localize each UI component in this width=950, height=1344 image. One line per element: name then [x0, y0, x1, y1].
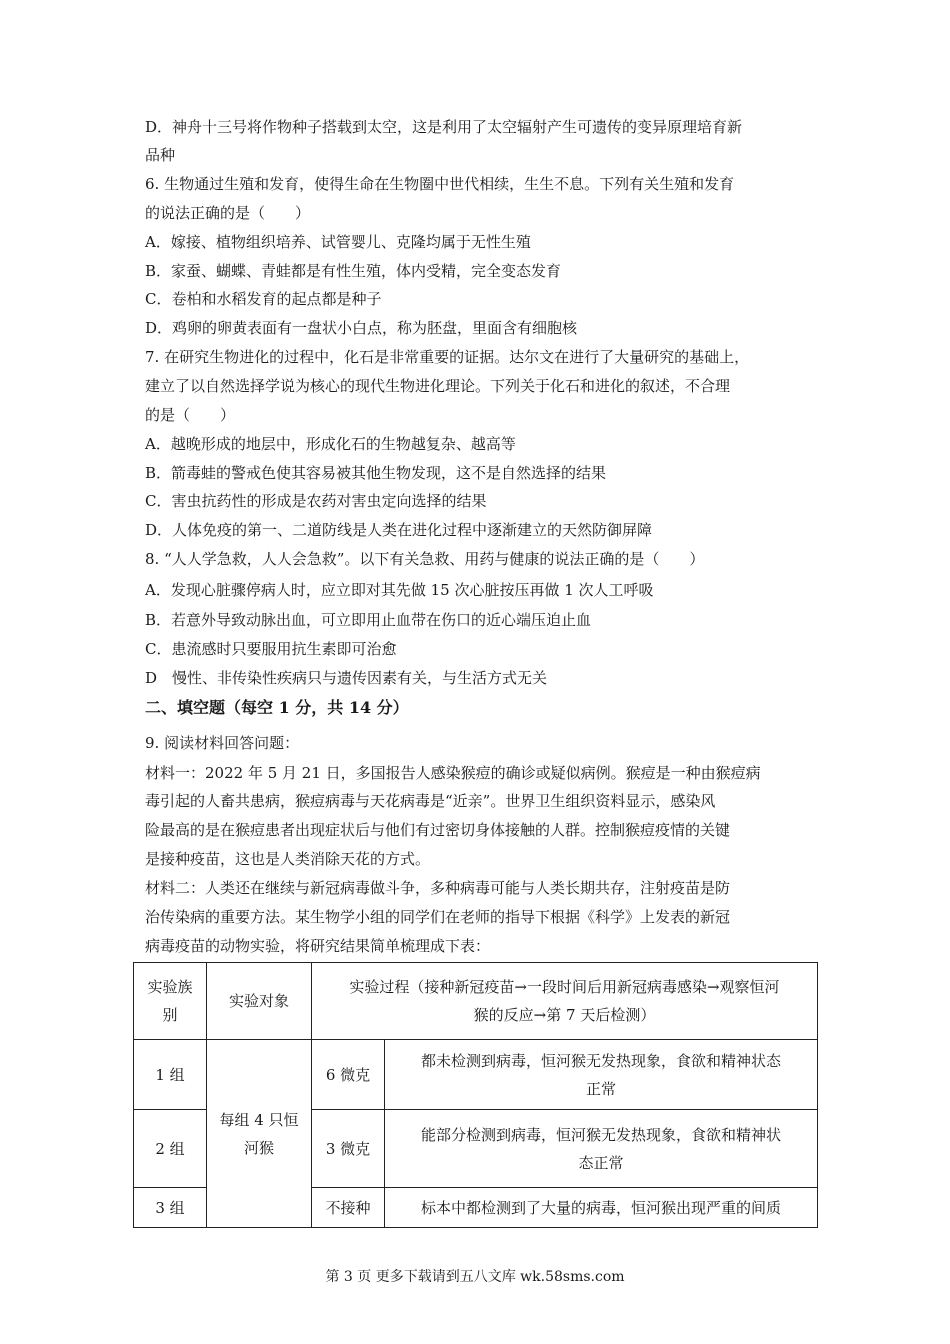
row2-dose: 3 微克 [312, 1110, 385, 1188]
q8-option-b: B．若意外导致动脉出血，可立即用止血带在伤口的近心端压迫止血 [145, 611, 592, 629]
material1-line3: 险最高的是在猴痘患者出现症状后与他们有过密切身体接触的人群。控制猴痘疫情的关键 [145, 821, 731, 839]
q7-option-a: A．越晚形成的地层中，形成化石的生物越复杂、越高等 [145, 435, 516, 453]
material2-line3: 病毒疫苗的动物实验，将研究结果简单梳理成下表： [145, 937, 491, 955]
material1-line4: 是接种疫苗，这也是人类消除天花的方式。 [145, 850, 431, 868]
q9-stem: 9. 阅读材料回答问题： [145, 734, 300, 752]
q6-option-a: A．嫁接、植物组织培养、试管婴儿、克隆均属于无性生殖 [145, 233, 531, 251]
q6-option-b: B．家蚕、蝴蝶、青蛙都是有性生殖，体内受精，完全变态发育 [145, 262, 562, 280]
row2-result-line1: 能部分检测到病毒，恒河猴无发热现象，食欲和精神状 [420, 1125, 781, 1144]
row3-result [385, 1188, 818, 1228]
header-group [134, 963, 207, 1040]
row1-group: 1 组 [134, 1040, 207, 1110]
q6-stem-line2: 的说法正确的是（ ） [145, 204, 311, 222]
q7-option-b: B．箭毒蛙的警戒色使其容易被其他生物发现，这不是自然选择的结果 [145, 464, 607, 482]
row2-group: 2 组 [134, 1110, 207, 1188]
header-subject-text: 实验对象 [228, 992, 289, 1010]
table-header-row [134, 963, 818, 1040]
row3-dose: 不接种 [312, 1188, 385, 1228]
q6-option-d: D．鸡卵的卵黄表面有一盘状小白点，称为胚盘，里面含有细胞核 [145, 319, 578, 337]
header-process [312, 963, 818, 1040]
q5-option-d-line1: D．神舟十三号将作物种子搭载到太空，这是利用了太空辐射产生可遗传的变异原理培育新 [145, 118, 743, 136]
experiment-table [133, 962, 818, 1228]
row3-group: 3 组 [134, 1188, 207, 1228]
q6-option-c: C．卷柏和水稻发育的起点都是种子 [145, 290, 382, 308]
page-footer: 第 3 页 更多下载请到五八文库 wk.58sms.com [325, 1269, 625, 1285]
q6-stem-line1: 6. 生物通过生殖和发育，使得生命在生物圈中世代相续，生生不息。下列有关生殖和发育 [145, 175, 735, 193]
header-process-line1: 实验过程（接种新冠疫苗→一段时间后用新冠病毒感染→观察恒河 [349, 978, 780, 996]
row1-result [385, 1040, 818, 1110]
q8-option-c: C．患流感时只要服用抗生素即可治愈 [145, 640, 397, 658]
q8-option-a: A．发现心脏骤停病人时，应立即对其先做 15 次心脏按压再做 1 次人工呼吸 [145, 581, 654, 599]
q5-option-d-line2: 品种 [145, 146, 176, 164]
q8-option-d: D 慢性、非传染性疾病只与遗传因素有关，与生活方式无关 [145, 669, 548, 687]
q7-stem-line3: 的是（ ） [145, 406, 236, 424]
q7-stem-line1: 7. 在研究生物进化的过程中，化石是非常重要的证据。达尔文在进行了大量研究的基础上， [145, 348, 750, 366]
row1-result-line1: 都未检测到病毒，恒河猴无发热现象，食欲和精神状态 [420, 1051, 781, 1070]
material1-line1: 材料一：2022 年 5 月 21 日，多国报告人感染猴痘的确诊或疑似病例。猴痘是一种由猴痘病 [145, 764, 761, 782]
row3-result-line1: 标本中都检测到了大量的病毒，恒河猴出现严重的间质 [420, 1198, 781, 1217]
header-process-line2: 猴的反应→第 7 天后检测） [473, 1006, 656, 1024]
table-row [134, 1040, 818, 1110]
row1-result-line2: 正常 [585, 1079, 616, 1098]
material2-line1: 材料二：人类还在继续与新冠病毒做斗争，多种病毒可能与人类长期共存，注射疫苗是防 [145, 879, 731, 897]
material1-line2: 毒引起的人畜共患病，猴痘病毒与天花病毒是“近亲”。世界卫生组织资料显示，感染风 [145, 792, 716, 810]
section-heading: 二、填空题（每空 1 分，共 14 分） [145, 698, 409, 717]
subject-cell [207, 1040, 312, 1228]
header-subject [207, 963, 312, 1040]
q7-option-c: C．害虫抗药性的形成是农药对害虫定向选择的结果 [145, 492, 487, 510]
header-group-line2: 别 [162, 1006, 178, 1024]
row2-result-line2: 态正常 [578, 1153, 624, 1172]
q7-option-d: D．人体免疫的第一、二道防线是人类在进化过程中逐渐建立的天然防御屏障 [145, 521, 653, 539]
row2-result [385, 1110, 818, 1188]
q7-stem-line2: 建立了以自然选择学说为核心的现代生物进化理论。下列关于化石和进化的叙述，不合理 [145, 377, 731, 395]
row1-dose: 6 微克 [312, 1040, 385, 1110]
subject-line2: 河猴 [243, 1138, 274, 1157]
subject-line1: 每组 4 只恒 [219, 1110, 299, 1129]
header-group-line1: 实验族 [147, 978, 193, 996]
material2-line2: 治传染病的重要方法。某生物学小组的同学们在老师的指导下根据《科学》上发表的新冠 [145, 908, 731, 926]
q8-stem: 8. “人人学急救，人人会急救”。以下有关急救、用药与健康的说法正确的是（ ） [145, 550, 705, 568]
